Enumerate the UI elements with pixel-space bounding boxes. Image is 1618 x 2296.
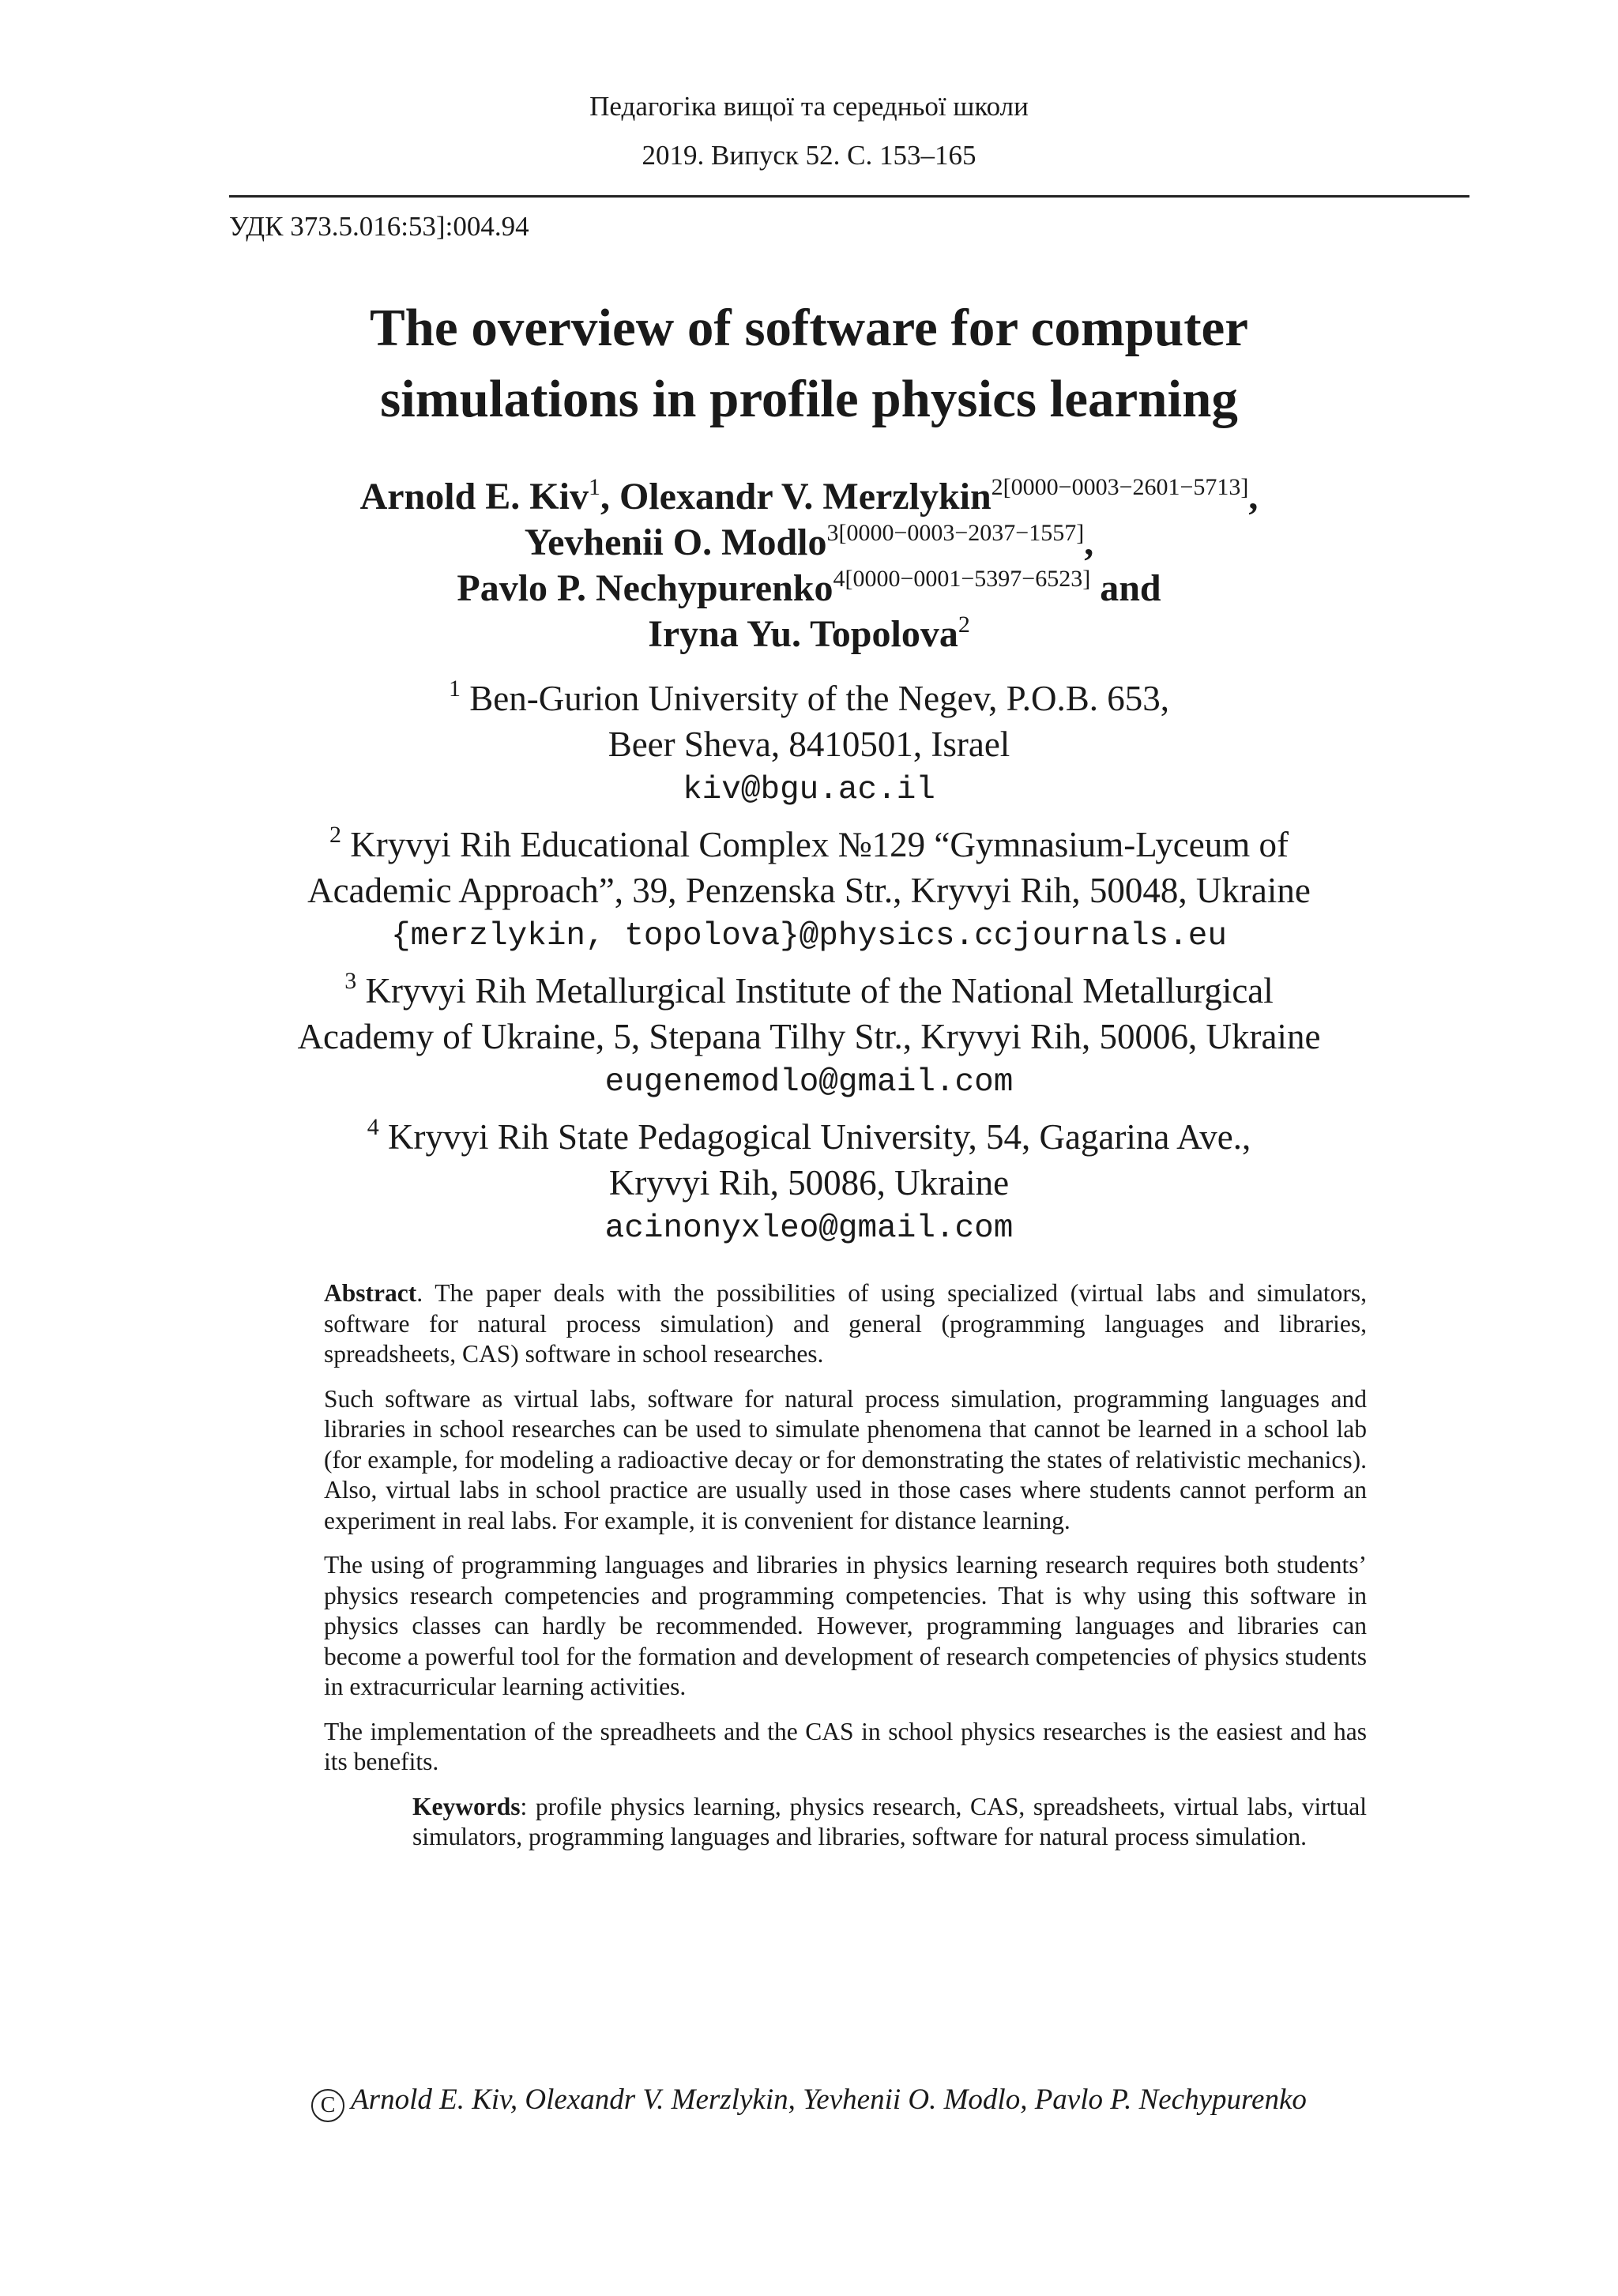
abstract-paragraph-1	[324, 1278, 1367, 1370]
author-list	[0, 474, 1618, 657]
affiliation-text: Ben-Gurion University of the Negev, P.O.B. 653,	[469, 679, 1169, 718]
running-header	[0, 82, 1618, 180]
author-line-4	[0, 612, 1618, 657]
author-line-2	[0, 520, 1618, 566]
affiliation-number: 1	[449, 676, 461, 702]
conjunction: and	[1100, 567, 1161, 609]
affiliation-text: Beer Sheva, 8410501, Israel	[608, 725, 1010, 764]
author-email[interactable]: kiv@bgu.ac.il	[683, 772, 935, 808]
affiliation-1	[0, 676, 1618, 813]
author-line-1	[0, 474, 1618, 520]
paper-title	[0, 292, 1618, 435]
keywords-label: Keywords	[412, 1792, 521, 1820]
copyright-icon: C	[311, 2089, 344, 2122]
affiliation-number: 3	[344, 968, 357, 994]
affiliation-text: Kryvyi Rih Educational Complex №129 “Gymnasium-Lyceum of	[350, 825, 1289, 864]
affiliation-number: 4	[367, 1114, 379, 1140]
udk-code: УДК 373.5.016:53]:004.94	[229, 211, 529, 242]
affiliation-text: Kryvyi Rih, 50086, Ukraine	[608, 1163, 1010, 1203]
affiliation-4	[0, 1114, 1618, 1252]
author-orcid: 2[0000−0003−2601−5713]	[991, 474, 1249, 500]
abstract-paragraph-4: The implementation of the spreadheets and the CAS in school physics researches is the easiest and has its benefits.	[324, 1717, 1367, 1775]
abstract-paragraph-2: Such software as virtual labs, software for natural process simulation, programming languages and libraries in school researches can be used to simulate phenomena that cannot be learned in a school lab (for example, for modeling a radioactive decay or for demonstrating the states of relativistic mechanics). Also, virtual labs in school practice are usually used in those cases where students cannot perform an experiment in real labs. For example, it is convenient for distance learning.	[324, 1384, 1367, 1534]
affiliation-text: Academy of Ukraine, 5, Stepana Tilhy Str., Kryvyi Rih, 50006, Ukraine	[297, 1017, 1321, 1056]
author-name: Yevhenii O. Modlo	[524, 521, 827, 563]
abstract-paragraph-3: The using of programming languages and libraries in physics learning research requires both students’ physics research competencies and programming competencies. That is why using this software in physics classes can hardly be recommended. However, programming languages and libraries can become a powerful tool for the formation and development of research competencies of physics students in extracurricular learning activities.	[324, 1551, 1367, 1700]
affiliation-text: Kryvyi Rih State Pedagogical University, 54, Gagarina Ave.,	[387, 1117, 1251, 1157]
separator: ,	[600, 476, 610, 518]
author-orcid: 3[0000−0003−2037−1557]	[826, 520, 1085, 546]
journal-issue: 2019. Випуск 52. С. 153–165	[642, 140, 976, 171]
author-superscript: 2	[958, 612, 970, 638]
affiliation-3	[0, 968, 1618, 1105]
copyright-footer	[0, 2083, 1618, 2122]
abstract-label: Abstract	[324, 1279, 417, 1307]
journal-name: Педагогіка вищої та середньої школи	[589, 91, 1029, 122]
author-orcid: 4[0000−0001−5397−6523]	[833, 566, 1091, 592]
affiliation-text: Academic Approach”, 39, Penzenska Str., Kryvyi Rih, 50048, Ukraine	[307, 871, 1311, 910]
author-line-3	[0, 566, 1618, 612]
separator: ,	[1084, 521, 1094, 563]
affiliation-number: 2	[329, 822, 341, 848]
author-name: Pavlo P. Nechypurenko	[457, 567, 833, 609]
author-name: Arnold E. Kiv	[359, 476, 589, 518]
keywords-text: : profile physics learning, physics research, CAS, spreadsheets, virtual labs, virtual simulators, programming languages and libraries, software for natural process simulation.	[412, 1792, 1367, 1850]
copyright-holders: Arnold E. Kiv, Olexandr V. Merzlykin, Yevhenii O. Modlo, Pavlo P. Nechypurenko	[351, 2083, 1307, 2116]
title-line-1: The overview of software for computer	[369, 299, 1248, 357]
author-superscript: 1	[588, 474, 600, 500]
keywords	[412, 1792, 1367, 1853]
author-email[interactable]: {merzlykin, topolova}@physics.ccjournals.eu	[391, 918, 1227, 954]
title-line-2: simulations in profile physics learning	[380, 370, 1238, 428]
affiliations	[0, 676, 1618, 1260]
abstract	[324, 1278, 1367, 1853]
author-name: Olexandr V. Merzlykin	[619, 476, 991, 518]
affiliation-text: Kryvyi Rih Metallurgical Institute of the National Metallurgical	[365, 971, 1274, 1011]
author-name: Iryna Yu. Topolova	[648, 613, 958, 655]
author-email[interactable]: acinonyxleo@gmail.com	[604, 1210, 1014, 1247]
header-rule	[229, 195, 1469, 198]
separator: ,	[1248, 476, 1259, 518]
affiliation-2	[0, 822, 1618, 959]
author-email[interactable]: eugenemodlo@gmail.com	[604, 1064, 1014, 1101]
abstract-text: . The paper deals with the possibilities of using specialized (virtual labs and simulators, software for natural process simulation) and general (programming languages and libraries, spreadsheets, CAS) software in school researches.	[324, 1279, 1367, 1368]
